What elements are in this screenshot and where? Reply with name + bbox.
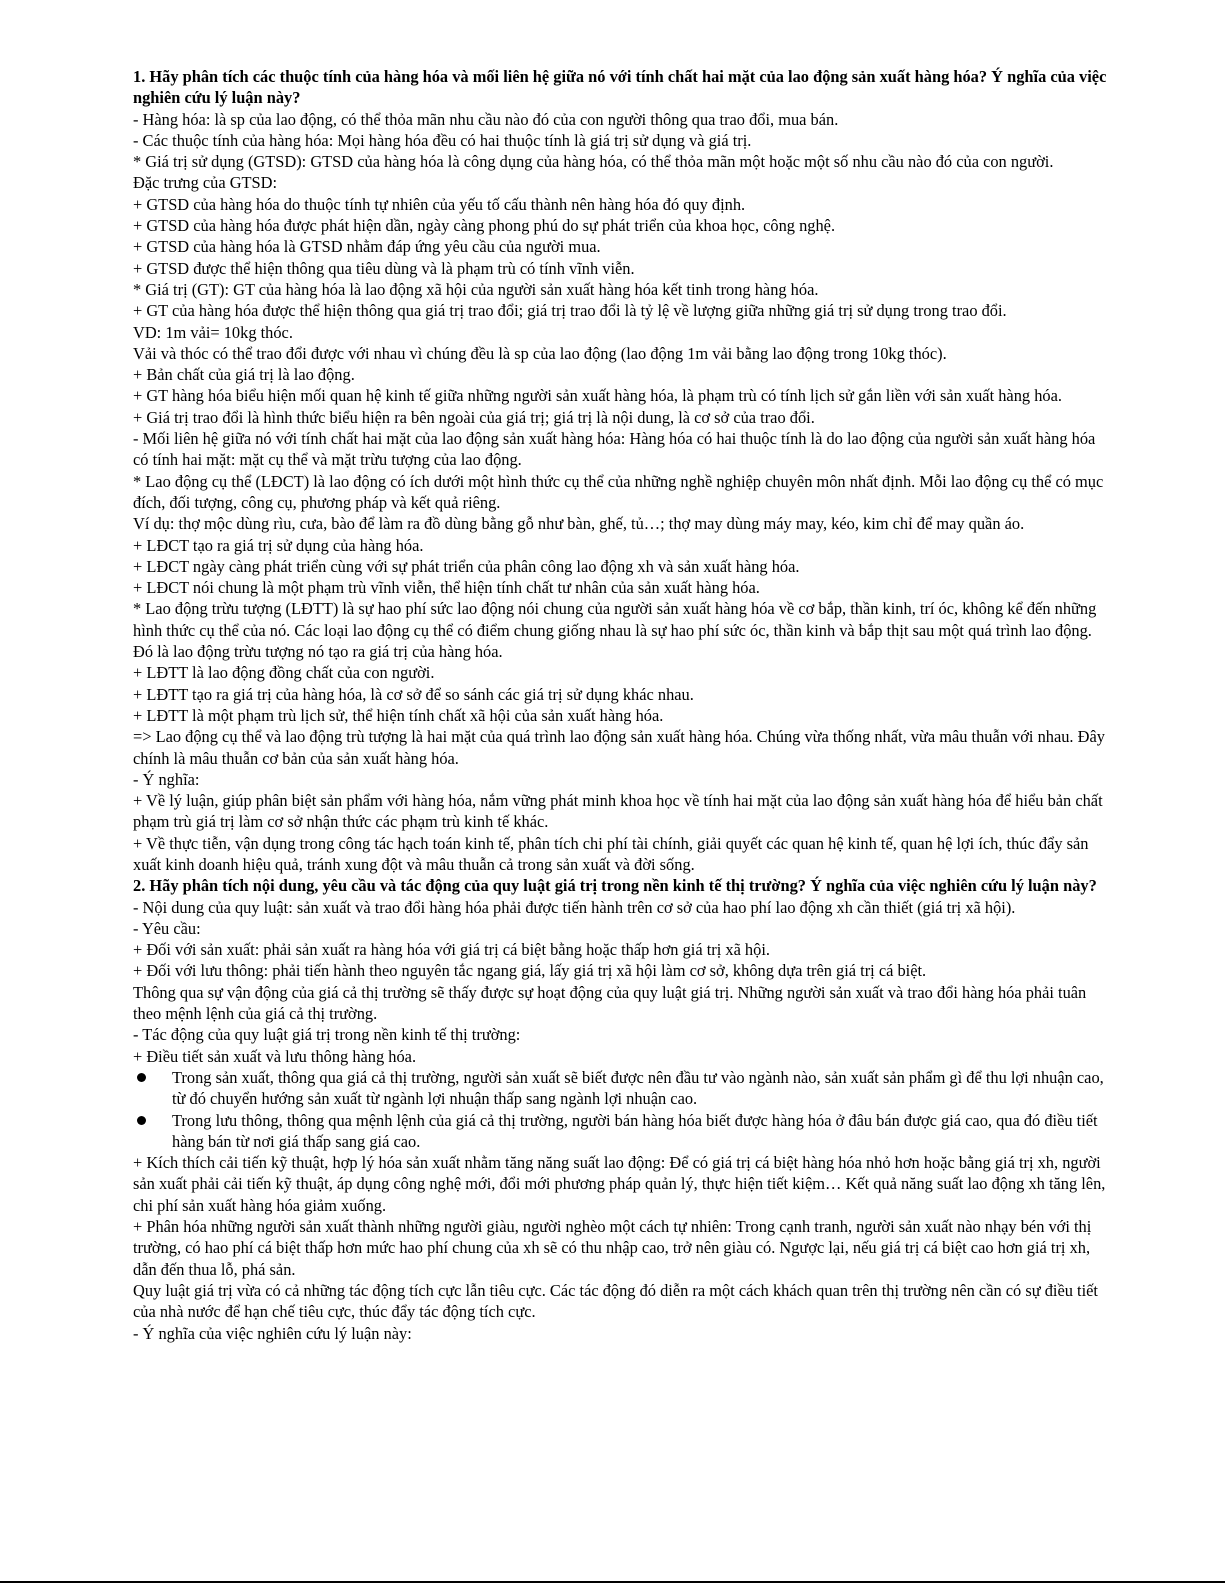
- paragraph-line: - Hàng hóa: là sp của lao động, có thể thỏa mãn nhu cầu nào đó của con người thông qua trao đổi, mua bán.: [133, 109, 839, 129]
- paragraph-line: Ví dụ: thợ mộc dùng rìu, cưa, bào để làm ra đồ dùng bằng gỗ như bàn, ghế, tủ…; thợ may dùng máy may, kéo, kim chỉ để may quần áo.: [133, 514, 1025, 534]
- paragraph-line: + LĐCT nói chung là một phạm trù vĩnh viễn, thể hiện tính chất tư nhân của sản xuất hàng hóa.: [133, 578, 760, 598]
- paragraph-line: + Điều tiết sản xuất và lưu thông hàng hóa.: [133, 1046, 417, 1066]
- paragraph-line: + Phân hóa những người sản xuất thành những người giàu, người nghèo một cách tự nhiên: Trong cạnh tranh, người sản xuất nào nhạy bén với thị trường, có hao phí cá biệt thấp hơn mức hao phí chung của xh sẽ có thu nhập cao, trở nên giàu có. Ngược lại, nếu giá trị cá biệt cao hơn giá trị xh, dẫn đến thua lỗ, phá sản.: [133, 1217, 1092, 1279]
- paragraph-line: * Lao động cụ thể (LĐCT) là lao động có ích dưới một hình thức cụ thể của những nghề nghiệp chuyên môn nhất định. Mỗi lao động cụ thể có mục đích, đối tượng, công cụ, phương pháp và kết quả riêng.: [133, 471, 1104, 512]
- paragraph-line: * Lao động trừu tượng (LĐTT) là sự hao phí sức lao động nói chung của người sản xuất hàng hóa về cơ bắp, thần kinh, trí óc, không kể đến những hình thức cụ thể của nó. Các loại lao động cụ thể có điểm chung giống nhau là sự hao phí sức óc, thần kinh và bắp thịt sau một quá trình lao động. Đó là lao động trừu tượng nó tạo ra giá trị của hàng hóa.: [133, 599, 1097, 662]
- paragraph-line: + LĐTT là lao động đồng chất của con người.: [133, 663, 435, 683]
- paragraph-line: + GTSD của hàng hóa do thuộc tính tự nhiên của yếu tố cấu thành nên hàng hóa đó quy định.: [133, 194, 746, 214]
- question-1-answer: [133, 109, 1108, 876]
- question-2-answer-part-a: [133, 897, 1108, 1067]
- paragraph-line: + Bản chất của giá trị là lao động.: [133, 365, 355, 385]
- paragraph-line: + Đối với lưu thông: phải tiến hành theo nguyên tắc ngang giá, lấy giá trị xã hội làm cơ sở, không dựa trên giá trị cá biệt.: [133, 961, 927, 981]
- paragraph-line: + Kích thích cải tiến kỹ thuật, hợp lý hóa sản xuất nhằm tăng năng suất lao động: Để có giá trị cá biệt hàng hóa nhỏ hơn hoặc bằng giá trị xh, người sản xuất phải cải tiến kỹ thuật, áp dụng công nghệ mới, đổi mới phương pháp quản lý, thực hiện tiết kiệm… Kết quả năng suất lao động xh tăng lên, chi phí sản xuất hàng hóa giảm xuống.: [133, 1153, 1106, 1215]
- paragraph-line: + GT hàng hóa biểu hiện mối quan hệ kinh tế giữa những người sản xuất hàng hóa, là phạm trù có tính lịch sử gắn liền với sản xuất hàng hóa.: [133, 386, 1062, 406]
- bullet-text: Trong sản xuất, thông qua giá cả thị trường, người sản xuất sẽ biết được nên đầu tư vào ngành nào, sản xuất sản phẩm gì để thu lợi nhuận cao, từ đó chuyển hướng sản xuất từ ngành lợi nhuận thấp sang ngành lợi nhuận cao.: [172, 1067, 1104, 1109]
- bullet-item: [133, 1067, 1108, 1110]
- paragraph-line: - Tác động của quy luật giá trị trong nền kinh tế thị trường:: [133, 1025, 521, 1045]
- paragraph-line: + GTSD của hàng hóa được phát hiện dần, ngày càng phong phú do sự phát triển của khoa học, công nghệ.: [133, 216, 836, 236]
- document-body: [133, 66, 1108, 1344]
- page-bottom-rule: [0, 1581, 1225, 1583]
- paragraph-line: - Nội dung của quy luật: sản xuất và trao đổi hàng hóa phải được tiến hành trên cơ sở của hao phí lao động xh cần thiết (giá trị xã hội).: [133, 897, 1016, 917]
- paragraph-line: + LĐCT tạo ra giá trị sử dụng của hàng hóa.: [133, 535, 424, 555]
- paragraph-line: Vải và thóc có thể trao đổi được với nhau vì chúng đều là sp của lao động (lao động 1m vải bằng lao động trong 10kg thóc).: [133, 343, 947, 363]
- question-2-heading: 2. Hãy phân tích nội dung, yêu cầu và tác động của quy luật giá trị trong nền kinh tế thị trường? Ý nghĩa của việc nghiên cứu lý luận này?: [133, 876, 1097, 896]
- paragraph-line: Đặc trưng của GTSD:: [133, 173, 278, 193]
- question-2-bullet-list: [133, 1067, 1108, 1152]
- paragraph-line: + GT của hàng hóa được thể hiện thông qua giá trị trao đổi; giá trị trao đổi là tỷ lệ về lượng giữa những giá trị sử dụng trong trao đổi.: [133, 301, 1007, 321]
- paragraph-line: - Yêu cầu:: [133, 918, 201, 938]
- paragraph-line: + GTSD được thể hiện thông qua tiêu dùng và là phạm trù có tính vĩnh viễn.: [133, 258, 635, 278]
- paragraph-line: + Giá trị trao đổi là hình thức biểu hiện ra bên ngoài của giá trị; giá trị là nội dung, là cơ sở của trao đổi.: [133, 407, 815, 427]
- paragraph-line: - Ý nghĩa của việc nghiên cứu lý luận này:: [133, 1323, 412, 1343]
- paragraph-line: * Giá trị sử dụng (GTSD): GTSD của hàng hóa là công dụng của hàng hóa, có thể thỏa mãn một hoặc một số nhu cầu nào đó của con người.: [133, 152, 1054, 172]
- paragraph-line: Quy luật giá trị vừa có cả những tác động tích cực lẫn tiêu cực. Các tác động đó diễn ra một cách khách quan trên thị trường nên cần có sự điều tiết của nhà nước để hạn chế tiêu cực, thúc đẩy tác động tích cực.: [133, 1280, 1098, 1322]
- question-1-heading: 1. Hãy phân tích các thuộc tính của hàng hóa và mối liên hệ giữa nó với tính chất hai mặt của lao động sản xuất hàng hóa? Ý nghĩa của việc nghiên cứu lý luận này?: [133, 67, 1107, 108]
- paragraph-line: => Lao động cụ thể và lao động trù tượng là hai mặt của quá trình lao động sản xuất hàng hóa. Chúng vừa thống nhất, vừa mâu thuẫn với nhau. Đây chính là mâu thuẫn cơ bản của sản xuất hàng hóa.: [133, 727, 1105, 768]
- paragraph-line: VD: 1m vải= 10kg thóc.: [133, 322, 293, 342]
- paragraph-line: - Các thuộc tính của hàng hóa: Mọi hàng hóa đều có hai thuộc tính là giá trị sử dụng và giá trị.: [133, 130, 752, 150]
- paragraph-line: - Ý nghĩa:: [133, 769, 200, 789]
- paragraph-line: + Về lý luận, giúp phân biệt sản phẩm với hàng hóa, nắm vững phát minh khoa học về tính hai mặt của lao động sản xuất hàng hóa để hiểu bản chất phạm trù giá trị làm cơ sở nhận thức các phạm trù kinh tế khác.: [133, 791, 1103, 832]
- bullet-dot-icon: [137, 1116, 146, 1125]
- paragraph-line: + LĐTT tạo ra giá trị của hàng hóa, là cơ sở để so sánh các giá trị sử dụng khác nhau.: [133, 684, 694, 704]
- paragraph-line: + LĐCT ngày càng phát triển cùng với sự phát triển của phân công lao động xh và sản xuất hàng hóa.: [133, 556, 800, 576]
- paragraph-line: + Về thực tiễn, vận dụng trong công tác hạch toán kinh tế, phân tích chi phí tài chính, giải quyết các quan hệ kinh tế, quan hệ lợi ích, thúc đẩy sản xuất kinh doanh hiệu quả, tránh xung đột và mâu thuẫn cả trong sản xuất và đời sống.: [133, 833, 1089, 874]
- bullet-dot-icon: [137, 1073, 146, 1082]
- question-2-answer-part-b: [133, 1152, 1108, 1344]
- paragraph-line: + GTSD của hàng hóa là GTSD nhằm đáp ứng yêu cầu của người mua.: [133, 237, 601, 257]
- paragraph-line: Thông qua sự vận động của giá cả thị trường sẽ thấy được sự hoạt động của quy luật giá trị. Những người sản xuất và trao đổi hàng hóa phải tuân theo mệnh lệnh của giá cả thị trường.: [133, 982, 1087, 1024]
- paragraph-line: + Đối với sản xuất: phải sản xuất ra hàng hóa với giá trị cá biệt bằng hoặc thấp hơn giá trị xã hội.: [133, 940, 770, 960]
- paragraph-line: - Mối liên hệ giữa nó với tính chất hai mặt của lao động sản xuất hàng hóa: Hàng hóa có hai thuộc tính là do lao động của người sản xuất hàng hóa có tính hai mặt: mặt cụ thể và mặt trừu tượng của lao động.: [133, 429, 1096, 470]
- paragraph-line: * Giá trị (GT): GT của hàng hóa là lao động xã hội của người sản xuất hàng hóa kết tinh trong hàng hóa.: [133, 279, 819, 299]
- bullet-text: Trong lưu thông, thông qua mệnh lệnh của giá cả thị trường, người bán hàng hóa biết được hàng hóa ở đâu bán được giá cao, qua đó điều tiết hàng bán từ nơi giá thấp sang giá cao.: [172, 1110, 1098, 1151]
- bullet-item: [133, 1110, 1108, 1153]
- paragraph-line: + LĐTT là một phạm trù lịch sử, thể hiện tính chất xã hội của sản xuất hàng hóa.: [133, 705, 664, 725]
